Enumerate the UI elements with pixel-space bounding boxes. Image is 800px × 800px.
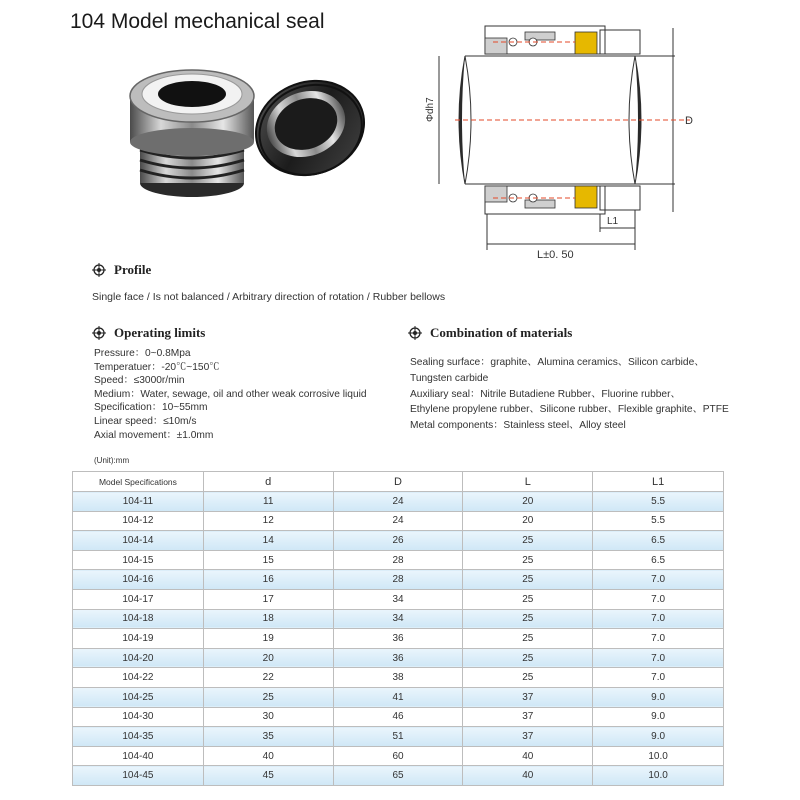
table-cell: 104-15 — [73, 550, 204, 570]
table-cell: 17 — [203, 589, 333, 609]
table-cell: 104-17 — [73, 589, 204, 609]
table-cell: 34 — [333, 609, 463, 629]
table-cell: 25 — [203, 687, 333, 707]
table-cell: 65 — [333, 766, 463, 786]
materials-list — [410, 355, 729, 434]
table-cell: 104-11 — [73, 492, 204, 512]
page-title: 104 Model mechanical seal — [70, 10, 325, 33]
table-cell: 51 — [333, 727, 463, 747]
operating-limit-line: Speed：≤3000r/min — [94, 375, 185, 387]
seal-body-image — [130, 70, 254, 197]
operating-limit-line: Linear speed：≤10m/s — [94, 415, 197, 427]
table-cell: 28 — [333, 550, 463, 570]
dim-D-label: D — [685, 115, 693, 127]
dim-L-label: L±0. 50 — [537, 249, 574, 261]
table-cell: 36 — [333, 629, 463, 649]
operating-limit-line: Temperatuer：-20℃~150℃ — [94, 361, 220, 373]
table-cell: 104-22 — [73, 668, 204, 688]
table-cell: 24 — [333, 492, 463, 512]
specifications-table — [72, 471, 724, 786]
table-cell: 38 — [333, 668, 463, 688]
table-cell: 104-25 — [73, 687, 204, 707]
table-cell: 6.5 — [593, 531, 724, 551]
materials-heading — [408, 325, 572, 341]
profile-heading-text: Profile — [114, 262, 152, 277]
table-cell: 26 — [333, 531, 463, 551]
table-row — [73, 687, 724, 707]
table-cell: 7.0 — [593, 570, 724, 590]
table-cell: 5.5 — [593, 492, 724, 512]
table-row — [73, 668, 724, 688]
operating-limit-line: Medium：Water, sewage, oil and other weak corrosive liquid — [94, 388, 367, 400]
table-cell: 28 — [333, 570, 463, 590]
materials-line: Ethylene propylene rubber、Silicone rubber、Flexible graphite、PTFE — [410, 404, 729, 416]
table-cell: 25 — [463, 648, 593, 668]
table-cell: 7.0 — [593, 648, 724, 668]
table-cell: 40 — [463, 746, 593, 766]
table-cell: 40 — [463, 766, 593, 786]
table-cell: 104-20 — [73, 648, 204, 668]
table-row — [73, 707, 724, 727]
table-row — [73, 609, 724, 629]
table-cell: 11 — [203, 492, 333, 512]
table-cell: 37 — [463, 727, 593, 747]
operating-limits-heading — [92, 325, 205, 341]
table-cell: 25 — [463, 531, 593, 551]
table-cell: 30 — [203, 707, 333, 727]
table-cell: 25 — [463, 570, 593, 590]
table-cell: 104-35 — [73, 727, 204, 747]
table-cell: 37 — [463, 687, 593, 707]
table-cell: 104-18 — [73, 609, 204, 629]
table-row — [73, 550, 724, 570]
table-cell: 104-45 — [73, 766, 204, 786]
table-cell: 20 — [463, 511, 593, 531]
table-cell: 18 — [203, 609, 333, 629]
table-cell: 16 — [203, 570, 333, 590]
table-cell: 25 — [463, 629, 593, 649]
profile-text: Single face / Is not balanced / Arbitrary direction of rotation / Rubber bellows — [92, 291, 446, 303]
table-cell: 9.0 — [593, 727, 724, 747]
table-cell: 34 — [333, 589, 463, 609]
materials-line: Metal components：Stainless steel、Alloy steel — [410, 420, 626, 432]
table-row — [73, 570, 724, 590]
table-cell: 36 — [333, 648, 463, 668]
table-cell: 9.0 — [593, 707, 724, 727]
table-cell: 104-16 — [73, 570, 204, 590]
crosshair-bullet-icon — [92, 326, 106, 340]
column-header: d — [203, 472, 333, 492]
table-row — [73, 727, 724, 747]
table-cell: 10.0 — [593, 746, 724, 766]
table-cell: 22 — [203, 668, 333, 688]
table-cell: 20 — [463, 492, 593, 512]
column-header: L — [463, 472, 593, 492]
table-cell: 6.5 — [593, 550, 724, 570]
table-cell: 46 — [333, 707, 463, 727]
materials-line: Tungsten carbide — [410, 372, 489, 384]
table-row — [73, 492, 724, 512]
crosshair-bullet-icon — [408, 326, 422, 340]
table-row — [73, 531, 724, 551]
table-row — [73, 589, 724, 609]
table-cell: 104-19 — [73, 629, 204, 649]
mating-ring-image — [243, 66, 370, 190]
table-header-row — [73, 472, 724, 492]
materials-line: Auxiliary seal：Nitrile Butadiene Rubber、Fluorine rubber、 — [410, 388, 681, 400]
table-cell: 10.0 — [593, 766, 724, 786]
table-cell: 41 — [333, 687, 463, 707]
table-row — [73, 648, 724, 668]
operating-limits-heading-text: Operating limits — [114, 325, 206, 340]
operating-limit-line: Specification：10~55mm — [94, 402, 208, 414]
table-cell: 14 — [203, 531, 333, 551]
table-cell: 104-40 — [73, 746, 204, 766]
table-cell: 7.0 — [593, 589, 724, 609]
table-cell: 104-30 — [73, 707, 204, 727]
table-cell: 5.5 — [593, 511, 724, 531]
column-header: L1 — [593, 472, 724, 492]
table-cell: 104-14 — [73, 531, 204, 551]
table-cell: 25 — [463, 668, 593, 688]
table-cell: 7.0 — [593, 629, 724, 649]
column-header: Model Specifications — [73, 472, 204, 492]
table-cell: 60 — [333, 746, 463, 766]
operating-limit-line: Axial movement：±1.0mm — [94, 429, 214, 441]
table-row — [73, 629, 724, 649]
table-cell: 24 — [333, 511, 463, 531]
table-cell: 7.0 — [593, 609, 724, 629]
dim-L1-label: L1 — [607, 216, 619, 227]
table-cell: 45 — [203, 766, 333, 786]
table-cell: 25 — [463, 550, 593, 570]
table-cell: 37 — [463, 707, 593, 727]
table-cell: 7.0 — [593, 668, 724, 688]
table-row — [73, 511, 724, 531]
table-cell: 40 — [203, 746, 333, 766]
profile-heading — [92, 262, 151, 278]
table-cell: 12 — [203, 511, 333, 531]
table-cell: 35 — [203, 727, 333, 747]
table-row — [73, 746, 724, 766]
table-cell: 25 — [463, 609, 593, 629]
table-cell: 9.0 — [593, 687, 724, 707]
operating-limits-list — [94, 347, 367, 442]
product-photo — [110, 58, 370, 218]
technical-drawing — [425, 18, 715, 263]
table-cell: 104-12 — [73, 511, 204, 531]
table-cell: 20 — [203, 648, 333, 668]
dim-d-label: Φdh7 — [425, 97, 436, 122]
operating-limit-line: Pressure：0~0.8Mpa — [94, 348, 191, 359]
column-header: D — [333, 472, 463, 492]
table-cell: 25 — [463, 589, 593, 609]
unit-note: (Unit):mm — [94, 456, 130, 465]
table-row — [73, 766, 724, 786]
table-cell: 19 — [203, 629, 333, 649]
materials-line: Sealing surface：graphite、Alumina ceramics、Silicon carbide、 — [410, 357, 705, 368]
crosshair-bullet-icon — [92, 263, 106, 277]
table-cell: 15 — [203, 550, 333, 570]
materials-heading-text: Combination of materials — [430, 325, 573, 340]
